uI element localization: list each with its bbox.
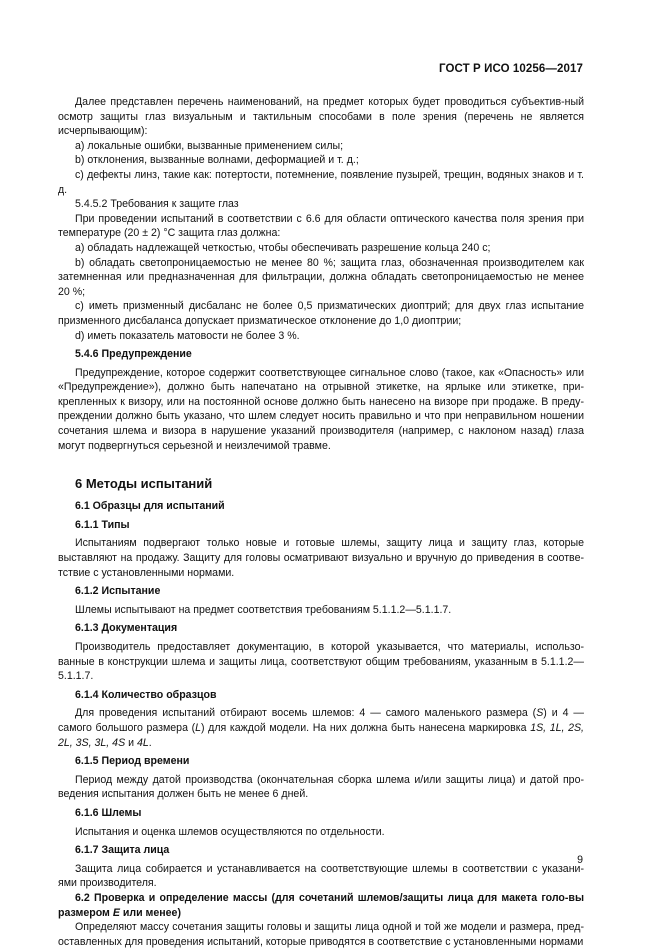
section-heading: 6 Методы испытаний [75, 476, 213, 492]
size-symbol: L [195, 721, 202, 734]
list-item: a) локальные ошибки, вызванные применением силы; [75, 139, 344, 152]
paragraph: Период между датой производства (окончательная сборка шлема и/или защиты лица) и датой про-ведения испытания должен быть не менее 6 дней. [58, 773, 584, 801]
subsection-heading: 6.1.5 Период времени [75, 755, 190, 768]
subsection-heading: 6.1.7 Защита лица [75, 844, 170, 857]
text-run: или менее) [119, 906, 181, 919]
marking-list: 1S, 1L, 2S, 2L, 3S, 3L, 4S [58, 721, 584, 749]
text-run: 6.2 Проверка и определение массы (для сочетаний шлемов/защиты лица для макета голо-вы размером [58, 891, 584, 919]
document-id-header: ГОСТ Р ИСО 10256—2017 [438, 63, 583, 75]
paragraph [58, 706, 584, 750]
paragraph: Предупреждение, которое содержит соответствующее сигнальное слово (такое, как «Опасность» или «Предупреждение»), должно быть напечатано на отрывной этикетке, на ярлыке или этикетке, при-крепленных к визору, или на постоянной основе должно быть нанесено на визоре при продаже. В преду-преждении должно быть указано, что шлем следует носить правильно и что при неправильном ношении сочетания шлема и визора в нарушение указаний производителя (например, с наклоном назад) глаза могут подвергнуться серьезной и неизлечимой травме. [58, 366, 584, 452]
page-number: 9 [577, 854, 583, 866]
marking-item: 4L [136, 736, 149, 749]
paragraph: Защита лица собирается и устанавливается на соответствующие шлемы в соответствии с указани-ями производителя. [58, 862, 584, 890]
text-run: Для проведения испытаний отбирают восемь шлемов: 4 — самого маленького размера ( [75, 707, 537, 720]
text-run: и [125, 736, 137, 749]
document-body [58, 95, 584, 949]
paragraph: Испытания и оценка шлемов осуществляются по отдельности. [75, 825, 385, 838]
list-item: b) отклонения, вызванные волнами, деформацией и т. д.; [75, 154, 359, 167]
head-size-symbol: E [112, 906, 120, 919]
paragraph: При проведении испытаний в соответствии с 6.6 для области оптического качества поля зрения при температуре (20 ± 2) °С защита глаз должна: [58, 212, 584, 240]
subsection-heading: 6.1.3 Документация [75, 622, 178, 635]
paragraph: Производитель предоставляет документацию, в которой указывается, что материалы, использо-ванные в конструкции шлема и защиты лица, соответствуют общим требованиям, указанным в 5.1.1.2—5.1.1.7. [58, 641, 584, 683]
paragraph: Испытаниям подвергают только новые и готовые шлемы, защиту лица и защиту глаз, которые выставляют на продажу. Защиту для головы осматривают визуально и вручную до приведения в соотве-тствие с установленными нормами. [58, 537, 584, 579]
text-run: ) для каждой модели. На них должна быть нанесена маркировка [201, 721, 531, 734]
subsection-heading: 6.1 Образцы для испытаний [75, 500, 225, 513]
text-run: . [148, 736, 152, 749]
list-item: a) обладать надлежащей четкостью, чтобы обеспечивать разрешение кольца 240 с; [75, 241, 491, 254]
paragraph: Определяют массу сочетания защиты головы и защиты лица одной и той же модели и размера, пред-оставленных для проведения испытаний, которые приводятся в соответствие с установленными нормами [58, 921, 584, 948]
list-item: b) обладать светопроницаемостью не менее 80 %; защита глаз, обозначенная производителем как затемненная или предназначенная для фильтрации, должна обладать светопроницаемостью не менее 20 %; [58, 256, 584, 298]
list-item: c) дефекты линз, такие как: потертости, потемнение, появление пузырей, трещин, водяных знаков и т. д. [58, 168, 584, 196]
subsection-heading: 5.4.5.2 Требования к защите глаз [75, 198, 239, 211]
subsection-heading: 6.1.1 Типы [75, 518, 130, 531]
list-item: d) иметь показатель матовости не более 3 %. [75, 329, 300, 342]
size-symbol: S [536, 707, 544, 720]
list-item: c) иметь призменный дисбаланс не более 0,5 призматических диоптрий; для двух глаз испытание призменного дисбаланса допускает призматическое отклонение до 1,0 диоптрии; [58, 300, 584, 327]
text-run: ) и 4 — самого большого размера ( [58, 707, 584, 734]
subsection-heading: 6.1.2 Испытание [75, 585, 161, 598]
paragraph: Шлемы испытывают на предмет соответствия требованиям 5.1.1.2—5.1.1.7. [75, 603, 452, 616]
paragraph: Далее представлен перечень наименований, на предмет которых будет проводиться субъектив-ный осмотр защиты глаз визуальным и тактильным способами в поле зрения (перечень не является исчерпывающим): [58, 96, 584, 138]
subsection-heading [58, 891, 584, 920]
subsection-heading: 5.4.6 Предупреждение [75, 348, 192, 361]
subsection-heading: 6.1.4 Количество образцов [75, 688, 217, 701]
subsection-heading: 6.1.6 Шлемы [75, 806, 142, 819]
